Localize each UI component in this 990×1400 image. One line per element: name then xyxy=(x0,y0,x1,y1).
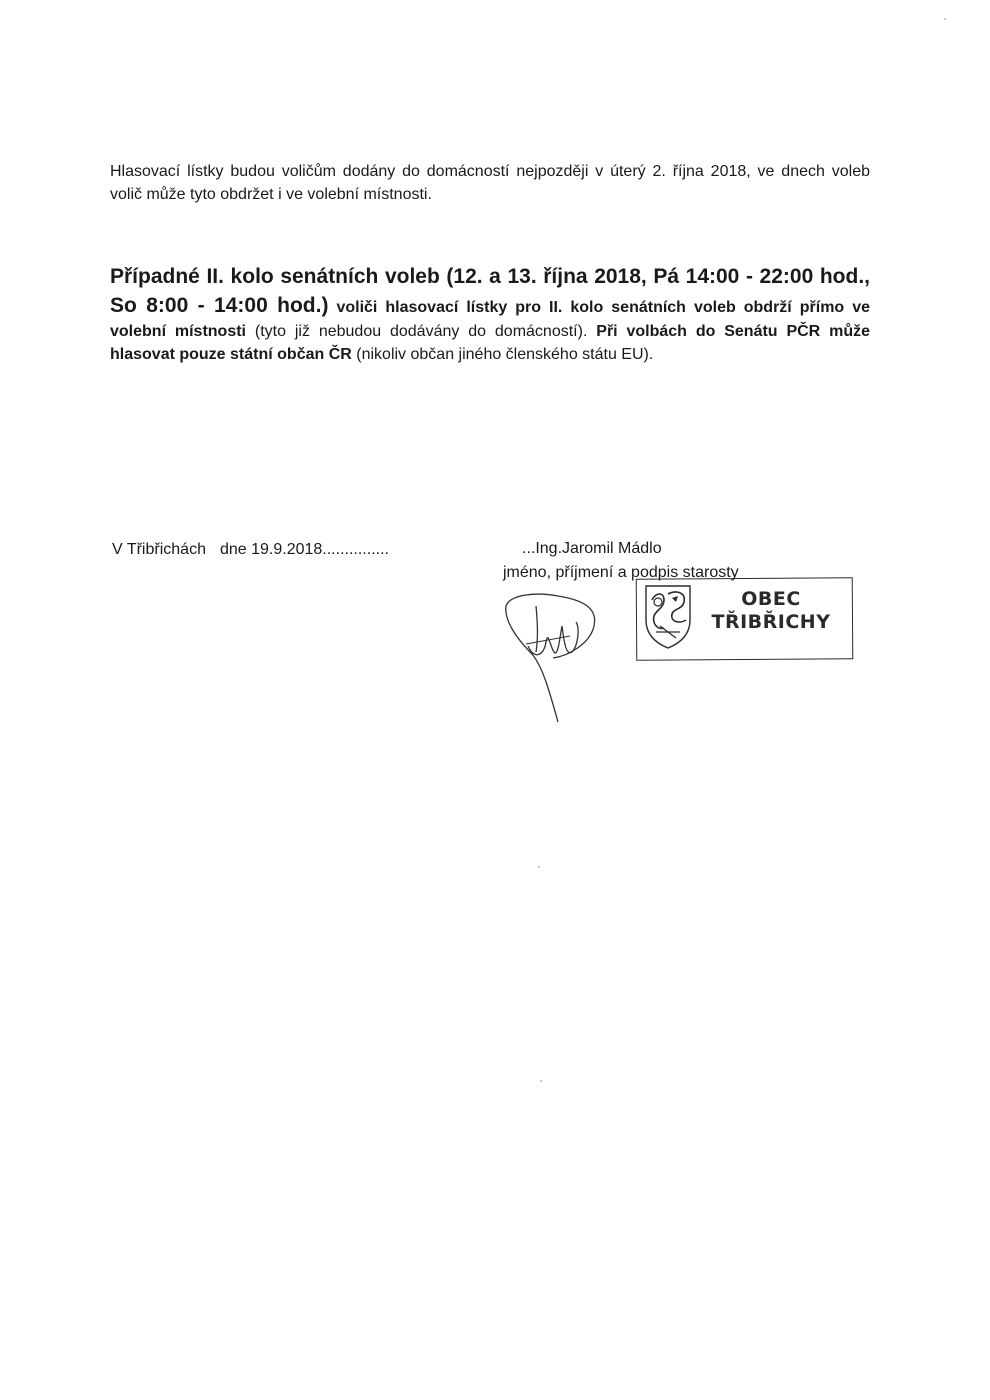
date-text: dne 19.9.2018............... xyxy=(219,541,389,558)
stamp-text xyxy=(706,588,836,634)
ballot-delivery-text: Hlasovací lístky budou voličům dodány do domácností nejpozději v úterý 2. října 2018, ve dnech voleb volič může tyto obdržet i ve volební místnosti. xyxy=(110,163,870,203)
paragraph-ballot-delivery xyxy=(110,160,870,206)
signer-caption: jméno, příjmení a podpis starosty xyxy=(503,564,739,581)
handwritten-signature xyxy=(498,586,608,726)
second-round-note: (tyto již nebudou dodávány do domácností). xyxy=(246,323,588,340)
second-round-heading: Případné II. kolo senátních voleb (12. a 13. října 2018, Pá 14:00 - 22:00 hod., So 8:00 - 14:00 hod.) xyxy=(110,265,870,317)
coat-of-arms-icon xyxy=(642,582,694,650)
stamp-line-1: OBEC xyxy=(741,588,801,610)
eligibility-note: (nikoliv občan jiného členského státu EU). xyxy=(351,346,654,363)
signer-name: ...Ing.Jaromil Mádlo xyxy=(522,540,662,557)
scan-speck xyxy=(944,18,946,20)
place-and-date xyxy=(112,540,389,560)
paragraph-second-round xyxy=(110,262,870,366)
stamp-line-2: TŘIBŘICHY xyxy=(711,611,831,633)
second-round-bold-text: voliči hlasovací lístky pro II. kolo senátních voleb obdrží přímo ve volební místnosti xyxy=(110,299,871,340)
eligibility-bold-text: Při volbách do Senátu PČR může hlasovat pouze státní občan ČR xyxy=(110,323,870,363)
scan-speck xyxy=(538,866,540,868)
municipal-stamp xyxy=(628,572,860,670)
scan-speck xyxy=(540,1080,542,1082)
place-text: V Třibřichách xyxy=(112,541,206,558)
